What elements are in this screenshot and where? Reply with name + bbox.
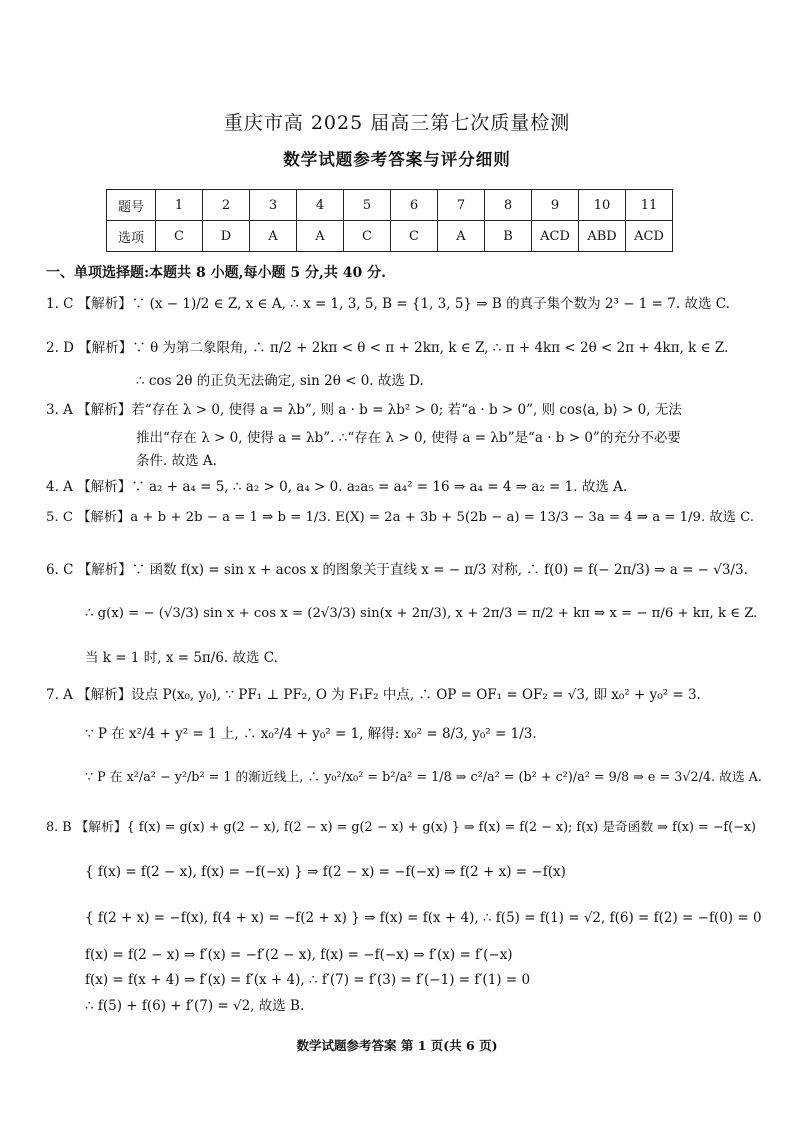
question-number: 6 xyxy=(391,190,438,221)
solution-line-q8-cont: { f(2 + x) = −f(x), f(4 + x) = −f(2 + x) } ⇒ f(x) = f(x + 4), ∴ f(5) = f(1) = √2, f(6) = f(2) = −f(0) = 0 xyxy=(85,910,762,926)
answer-table-option-row xyxy=(107,221,673,252)
solution-line-q1: 1. C 【解析】∵ (x − 1)/2 ∈ Z, x ∈ A, ∴ x = 1, 3, 5, B = {1, 3, 5} ⇒ B 的真子集个数为 2³ − 1 = 7. 故选 C. xyxy=(46,296,730,312)
question-number: 8 xyxy=(485,190,532,221)
page-title: 重庆市高 2025 届高三第七次质量检测 xyxy=(223,112,571,134)
answer-option: ACD xyxy=(532,221,579,252)
question-number: 3 xyxy=(250,190,297,221)
row-label-option: 选项 xyxy=(107,221,156,252)
solution-line-q3-cont: 推出“存在 λ > 0, 使得 a = λb”. ∴“存在 λ > 0, 使得 a = λb”是“a · b > 0”的充分不必要 xyxy=(136,430,681,446)
solution-line-q8-cont: f(x) = f(x + 4) ⇒ f′(x) = f′(x + 4), ∴ f′(7) = f′(3) = f′(−1) = f′(1) = 0 xyxy=(85,972,531,988)
solution-line-q6-cont: 当 k = 1 时, x = 5π/6. 故选 C. xyxy=(85,650,278,666)
question-number: 11 xyxy=(626,190,673,221)
solution-line-q5: 5. C 【解析】a + b + 2b − a = 1 ⇒ b = 1/3. E(X) = 2a + 3b + 5(2b − a) = 13/3 − 3a = 4 ⇒ a = 1/9. 故选 C. xyxy=(46,510,754,525)
solution-line-q3-cont: 条件. 故选 A. xyxy=(136,453,217,469)
solution-line-q3: 3. A 【解析】若“存在 λ > 0, 使得 a = λb”, 则 a · b = λb² > 0; 若“a · b > 0”, 则 cos⟨a, b⟩ > 0, 无法 xyxy=(46,402,682,418)
question-number: 10 xyxy=(579,190,626,221)
solution-line-q8-cont: { f(x) = f(2 − x), f(x) = −f(−x) } ⇒ f(2 − x) = −f(−x) ⇒ f(2 + x) = −f(x) xyxy=(85,864,566,880)
solution-line-q8-cont: ∴ f(5) + f(6) + f′(7) = √2, 故选 B. xyxy=(85,998,305,1014)
page-subtitle: 数学试题参考答案与评分细则 xyxy=(283,150,511,169)
solution-line-q7: 7. A 【解析】设点 P(x₀, y₀), ∵ PF₁ ⊥ PF₂, O 为 F₁F₂ 中点, ∴ OP = OF₁ = OF₂ = √3, 即 x₀² + y₀² = 3. xyxy=(46,687,701,703)
answer-option: C xyxy=(344,221,391,252)
solution-line-q7-cont: ∵ P 在 x²/a² − y²/b² = 1 的渐近线上, ∴ y₀²/x₀² = b²/a² = 1/8 ⇒ c²/a² = (b² + c²)/a² = 9/8 ⇒ e = 3√2/4. 故选 A. xyxy=(85,770,762,785)
solution-line-q2: 2. D 【解析】∵ θ 为第二象限角, ∴ π/2 + 2kπ < θ < π + 2kπ, k ∈ Z, ∴ π + 4kπ < 2θ < 2π + 4kπ, k ∈ Z. xyxy=(46,340,729,356)
question-number: 9 xyxy=(532,190,579,221)
solution-line-q8-cont: f(x) = f(2 − x) ⇒ f′(x) = −f′(2 − x), f(x) = −f(−x) ⇒ f′(x) = f′(−x) xyxy=(85,947,513,963)
answer-option: D xyxy=(203,221,250,252)
solution-line-q7-cont: ∵ P 在 x²/4 + y² = 1 上, ∴ x₀²/4 + y₀² = 1, 解得: x₀² = 8/3, y₀² = 1/3. xyxy=(85,726,537,742)
answer-option: C xyxy=(156,221,203,252)
question-number: 1 xyxy=(156,190,203,221)
answer-option: A xyxy=(250,221,297,252)
question-number: 4 xyxy=(297,190,344,221)
question-number: 5 xyxy=(344,190,391,221)
answer-option: B xyxy=(485,221,532,252)
solution-line-q6: 6. C 【解析】∵ 函数 f(x) = sin x + acos x 的图象关于直线 x = − π/3 对称, ∴ f(0) = f(− 2π/3) ⇒ a = − √3/3. xyxy=(46,562,748,578)
solution-line-q4: 4. A 【解析】∵ a₂ + a₄ = 5, ∴ a₂ > 0, a₄ > 0. a₂a₅ = a₄² = 16 ⇒ a₄ = 4 ⇒ a₂ = 1. 故选 A. xyxy=(46,479,628,495)
answer-table xyxy=(106,189,673,252)
answer-option: A xyxy=(297,221,344,252)
answer-option: ABD xyxy=(579,221,626,252)
solution-line-q6-cont: ∴ g(x) = − (√3/3) sin x + cos x = (2√3/3) sin(x + 2π/3), x + 2π/3 = π/2 + kπ ⇒ x = − π/6 + kπ, k ∈ Z. xyxy=(85,606,758,621)
question-number: 2 xyxy=(203,190,250,221)
answer-option: A xyxy=(438,221,485,252)
page-footer: 数学试题参考答案 第 1 页(共 6 页) xyxy=(296,1038,498,1053)
answer-table-number-row xyxy=(107,190,673,221)
solution-line-q2-cont: ∴ cos 2θ 的正负无法确定, sin 2θ < 0. 故选 D. xyxy=(136,373,424,389)
row-label-question: 题号 xyxy=(107,190,156,221)
answer-option: C xyxy=(391,221,438,252)
answer-option: ACD xyxy=(626,221,673,252)
solution-line-q8: 8. B 【解析】{ f(x) = g(x) + g(2 − x), f(2 − x) = g(2 − x) + g(x) } ⇒ f(x) = f(2 − x); f(x) 是奇函数 ⇒ f(x) = −f(−x) xyxy=(46,820,756,835)
section-heading: 一、单项选择题:本题共 8 小题,每小题 5 分,共 40 分. xyxy=(46,265,386,281)
question-number: 7 xyxy=(438,190,485,221)
